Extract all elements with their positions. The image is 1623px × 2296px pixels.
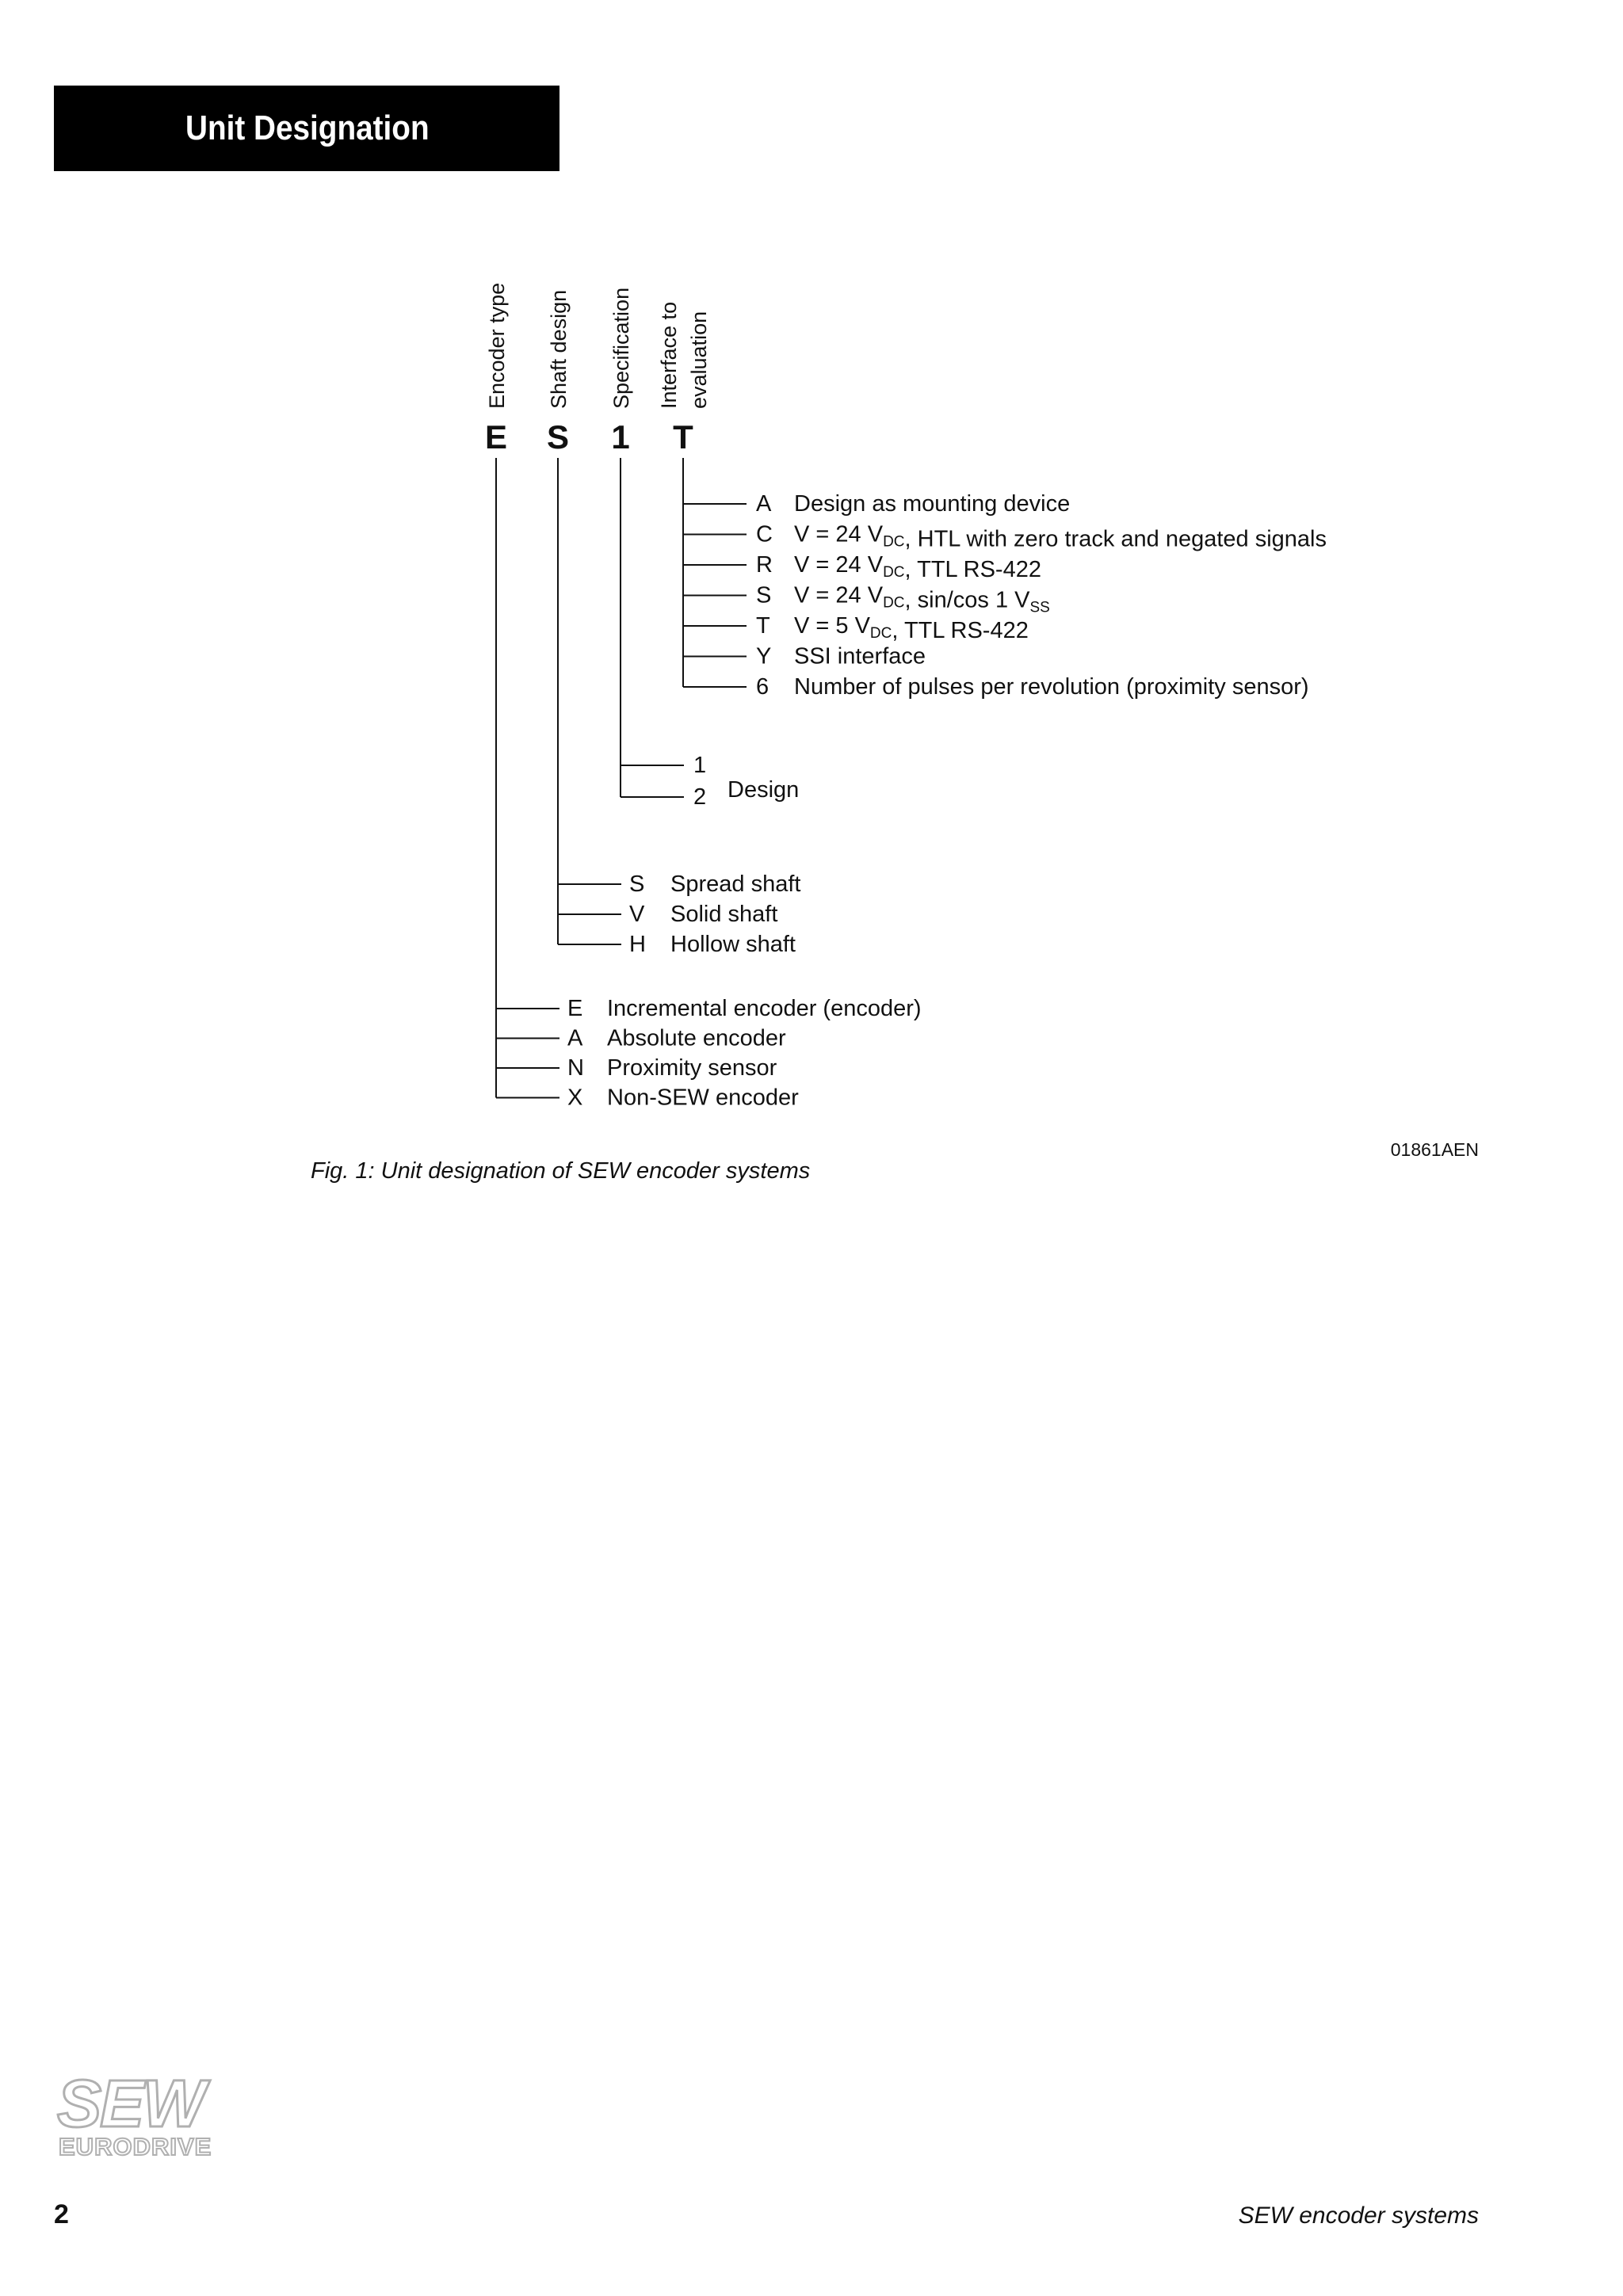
- footer-title: SEW encoder systems: [1238, 2203, 1479, 2229]
- option-description: V = 24 $V_{DC}$, HTL with zero track and negated signals: [794, 521, 1327, 552]
- figure-code: 01861AEN: [1390, 1139, 1479, 1160]
- option-description: Proximity sensor: [607, 1055, 777, 1081]
- option-description: Design as mounting device: [794, 491, 1071, 517]
- option-code: T: [756, 613, 770, 639]
- option-description: Hollow shaft: [670, 932, 796, 957]
- figure-caption: Fig. 1: Unit designation of SEW encoder systems: [311, 1158, 811, 1184]
- column-letter: 1: [611, 418, 630, 456]
- option-description: Incremental encoder (encoder): [607, 996, 922, 1021]
- option-code: Y: [756, 643, 772, 669]
- option-code: A: [756, 491, 772, 517]
- option-description: Solid shaft: [670, 902, 778, 927]
- column-label: Shaft design: [547, 289, 571, 409]
- column-label: Interface to: [657, 301, 681, 409]
- option-code: H: [629, 932, 646, 957]
- option-code: S: [629, 871, 645, 897]
- option-description: V = 5 $V_{DC}$, TTL RS-422: [794, 613, 1029, 643]
- page-title: Unit Designation: [185, 109, 430, 147]
- logo-eurodrive-text: EURODRIVE: [59, 2133, 212, 2161]
- option-code: A: [567, 1025, 583, 1051]
- column-label: evaluation: [687, 311, 711, 409]
- column-letter: T: [673, 418, 693, 456]
- option-description: Non-SEW encoder: [607, 1085, 799, 1111]
- page-number: 2: [54, 2199, 69, 2229]
- option-code: E: [567, 996, 583, 1021]
- option-description: Spread shaft: [670, 871, 801, 897]
- option-code: C: [756, 521, 773, 547]
- option-description: V = 24 $V_{DC}$, TTL RS-422: [794, 552, 1041, 582]
- option-code: V: [629, 902, 645, 927]
- option-code: 6: [756, 674, 769, 700]
- logo-sew-text: SEW: [57, 2074, 204, 2141]
- column-label: Specification: [609, 287, 633, 409]
- unit-designation-diagram: [0, 0, 1623, 1141]
- option-description: V = 24 $V_{DC}$, sin/cos 1 $V_{SS}$: [794, 582, 1050, 616]
- sew-eurodrive-logo: [55, 2074, 254, 2161]
- option-description: Number of pulses per revolution (proximity sensor): [794, 674, 1309, 700]
- option-code: S: [756, 582, 772, 608]
- option-description: SSI interface: [794, 643, 926, 669]
- option-code: 2: [693, 784, 707, 810]
- column-letter: S: [546, 418, 570, 456]
- option-code: X: [567, 1085, 583, 1111]
- column-label: Encoder type: [485, 282, 509, 409]
- option-code: 1: [693, 753, 707, 778]
- option-description: Absolute encoder: [607, 1025, 786, 1051]
- option-code: R: [756, 552, 773, 578]
- option-code: N: [567, 1055, 584, 1081]
- column-letter: E: [484, 418, 508, 456]
- option-description: Design: [727, 777, 800, 803]
